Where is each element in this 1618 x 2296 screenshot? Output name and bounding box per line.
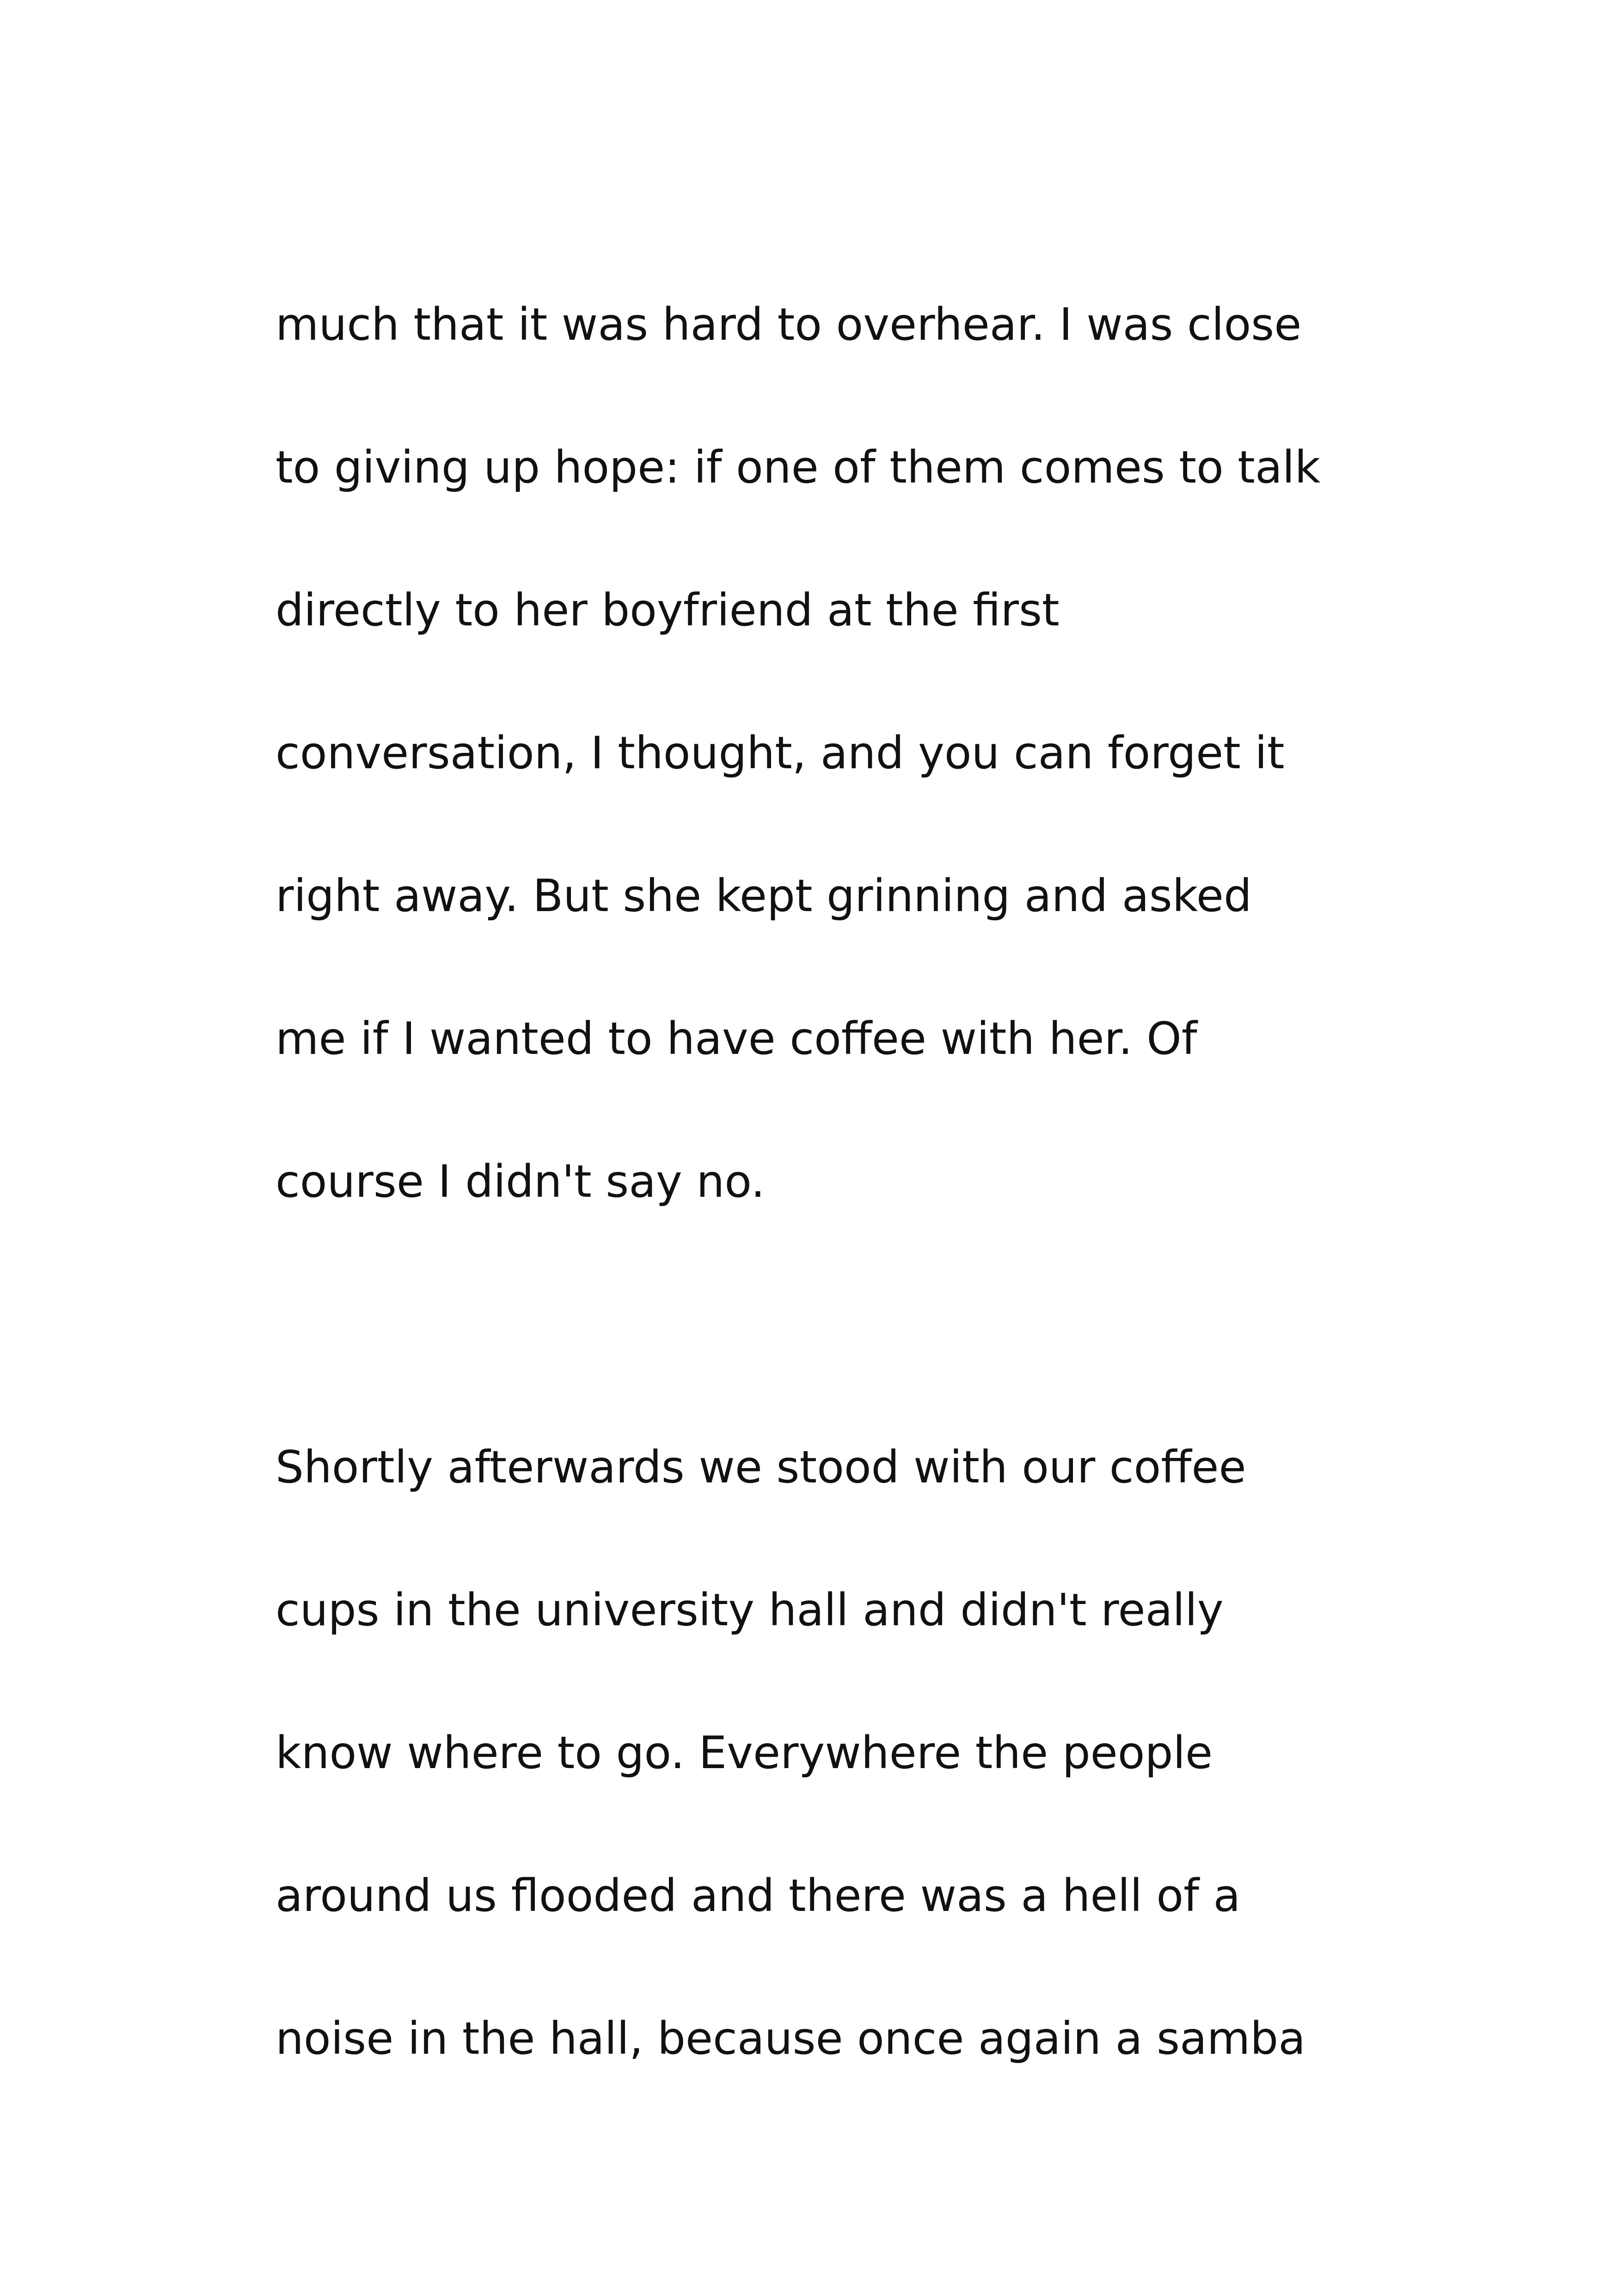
- text-line: much that it was hard to overhear. I was close: [276, 299, 1302, 350]
- text-line: cups in the university hall and didn't really: [276, 1584, 1224, 1636]
- text-line: around us flooded and there was a hell of a: [276, 1870, 1241, 1922]
- text-line: noise in the hall, because once again a samba: [276, 2013, 1306, 2064]
- text-line: Shortly afterwards we stood with our coffee: [276, 1441, 1246, 1493]
- paragraph-2: [276, 1396, 1477, 2110]
- text-line: right away. But she kept grinning and asked: [276, 870, 1252, 922]
- text-line: me if I wanted to have coffee with her. Of: [276, 1013, 1197, 1065]
- text-line: course I didn't say no.: [276, 1156, 765, 1207]
- paragraph-1: [276, 253, 1477, 1253]
- text-line: know where to go. Everywhere the people: [276, 1727, 1213, 1779]
- text-line: conversation, I thought, and you can forget it: [276, 727, 1285, 779]
- text-line: to giving up hope: if one of them comes to talk: [276, 441, 1321, 493]
- body-text: [276, 253, 1477, 2110]
- text-line: directly to her boyfriend at the first: [276, 584, 1060, 636]
